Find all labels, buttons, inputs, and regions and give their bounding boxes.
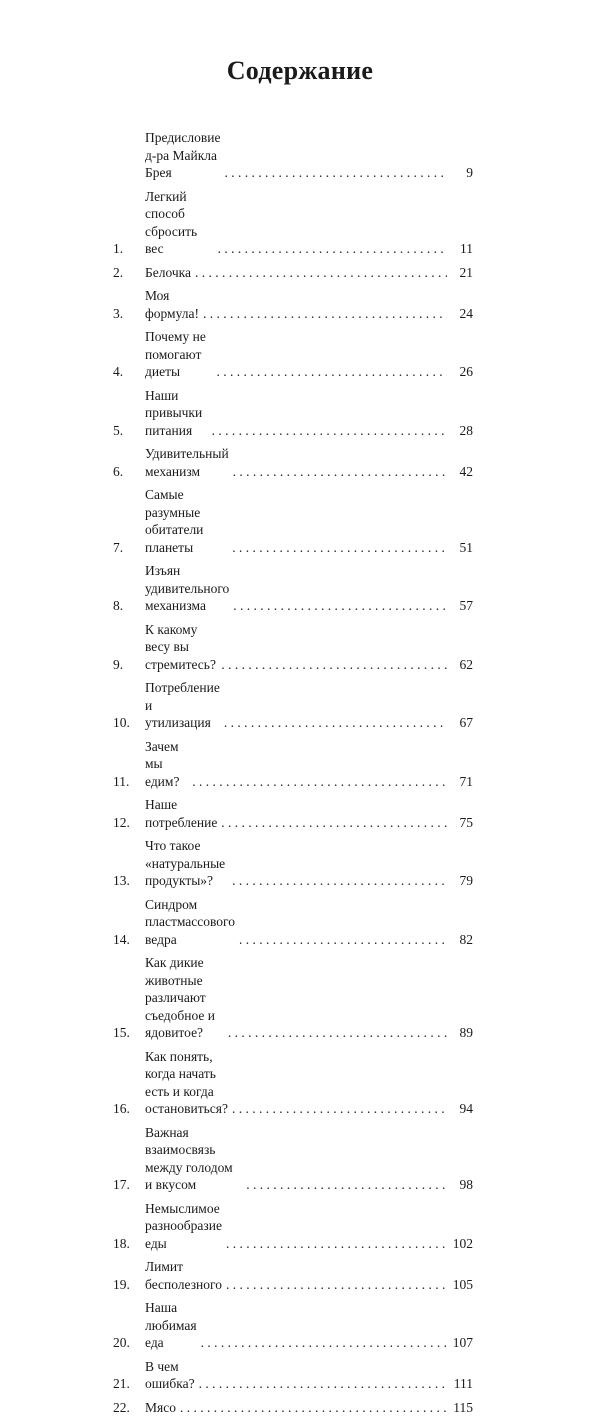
chapter-number: 8.	[113, 598, 124, 613]
chapter-number: 2.	[113, 264, 124, 280]
toc-entry-body	[145, 1299, 473, 1352]
toc-entry	[113, 328, 473, 381]
toc-entry-body	[145, 264, 473, 282]
toc-entry	[113, 621, 473, 674]
chapter-title: Моя формула!	[145, 288, 199, 321]
toc-entry-body	[145, 896, 473, 949]
toc-entry	[113, 486, 473, 556]
toc-entry	[113, 188, 473, 258]
dot-leader	[201, 1334, 447, 1352]
dot-leader	[212, 422, 447, 440]
toc-entry-body	[145, 679, 473, 732]
dot-leader	[224, 714, 447, 732]
page-number: 79	[459, 873, 473, 888]
page-number: 67	[459, 715, 473, 730]
chapter-number: 1.	[113, 241, 124, 256]
page-number: 26	[459, 364, 473, 379]
toc-entry-body	[145, 1399, 473, 1417]
page-number: 21	[459, 264, 473, 280]
toc-entry	[113, 1258, 473, 1293]
toc-entry-body	[145, 954, 473, 1042]
toc-entry-body	[145, 188, 473, 258]
toc-entry	[113, 954, 473, 1042]
toc-entry	[113, 387, 473, 440]
toc-entry-body	[145, 129, 473, 182]
page-number: 28	[459, 422, 473, 438]
toc-entry-body	[145, 445, 473, 480]
chapter-title: Изъян удивительного механизма	[145, 563, 230, 613]
dot-leader	[192, 773, 447, 791]
dot-leader	[203, 305, 447, 323]
toc-entry	[113, 129, 473, 182]
page-number: 71	[459, 773, 473, 789]
page-number: 9	[466, 165, 473, 180]
chapter-number: 19.	[113, 1276, 130, 1292]
chapter-number: 12.	[113, 814, 130, 830]
page-number: 11	[460, 241, 473, 256]
dot-leader	[226, 1276, 447, 1294]
chapter-number: 17.	[113, 1177, 130, 1192]
toc-entry-body	[145, 287, 473, 322]
toc-entry-body	[145, 387, 473, 440]
page-number: 89	[459, 1025, 473, 1040]
chapter-title: Мясо	[145, 1399, 176, 1415]
dot-leader	[233, 597, 447, 615]
page-number: 75	[459, 814, 473, 830]
chapter-number: 3.	[113, 305, 124, 321]
chapter-number: 6.	[113, 463, 124, 479]
chapter-title: Самые разумные обитатели планеты	[145, 487, 204, 555]
page-number: 24	[459, 305, 473, 321]
chapter-number: 14.	[113, 931, 130, 947]
chapter-number: 7.	[113, 539, 124, 555]
dot-leader	[246, 1176, 447, 1194]
chapter-title: Немыслимое разнообразие еды	[145, 1200, 222, 1251]
dot-leader	[221, 814, 447, 832]
chapter-number: 9.	[113, 656, 124, 672]
toc-entry	[113, 1048, 473, 1118]
page-number: 82	[459, 931, 473, 947]
toc-entry-body	[145, 796, 473, 831]
page-number: 105	[452, 1276, 473, 1292]
toc-entry	[113, 837, 473, 890]
toc-entry-body	[145, 1258, 473, 1293]
dot-leader	[199, 1375, 447, 1393]
dot-leader	[232, 1100, 447, 1118]
chapter-number: 5.	[113, 422, 124, 438]
chapter-number: 18.	[113, 1235, 130, 1251]
page-number: 94	[459, 1101, 473, 1116]
toc-entry	[113, 264, 473, 282]
toc-entry	[113, 287, 473, 322]
toc-entry	[113, 1200, 473, 1253]
toc-entry	[113, 1124, 473, 1194]
page-number: 57	[459, 598, 473, 613]
toc-entry-body	[145, 738, 473, 791]
chapter-title: Как дикие животные различают съедобное и ядовитое?	[145, 955, 216, 1040]
toc-entry	[113, 896, 473, 949]
toc-entry	[113, 679, 473, 732]
chapter-number: 13.	[113, 873, 130, 888]
toc-entry	[113, 1358, 473, 1393]
toc-entry	[113, 562, 473, 615]
toc-entry	[113, 738, 473, 791]
chapter-title: Предисловие д-ра Майкла Брея	[145, 130, 221, 180]
dot-leader	[218, 240, 447, 258]
chapter-number: 11.	[113, 773, 130, 789]
chapter-title: Легкий способ сбросить вес	[145, 188, 198, 256]
chapter-title: Лимит бесполезного	[145, 1259, 222, 1292]
dot-leader	[221, 656, 447, 674]
table-of-contents	[113, 129, 473, 1422]
page-number: 98	[459, 1177, 473, 1192]
dot-leader	[232, 539, 447, 557]
page-title: Содержание	[226, 56, 374, 85]
dot-leader	[195, 264, 447, 282]
chapter-title: В чем ошибка?	[145, 1358, 195, 1391]
chapter-number: 22.	[113, 1399, 130, 1415]
page-number: 42	[459, 463, 473, 479]
chapter-number: 4.	[113, 364, 124, 379]
chapter-number: 21.	[113, 1376, 130, 1391]
chapter-number: 20.	[113, 1335, 130, 1350]
page-number: 62	[459, 656, 473, 672]
dot-leader	[226, 1235, 447, 1253]
dot-leader	[224, 164, 447, 182]
chapter-title: Наше потребление	[145, 797, 218, 830]
dot-leader	[233, 463, 447, 481]
toc-entry	[113, 1299, 473, 1352]
dot-leader	[239, 931, 447, 949]
toc-entry	[113, 1399, 473, 1417]
toc-entry	[113, 445, 473, 480]
toc-entry-body	[145, 621, 473, 674]
toc-entry-body	[145, 328, 473, 381]
page-number: 107	[452, 1335, 473, 1350]
toc-entry-body	[145, 1358, 473, 1393]
toc-entry-body	[145, 486, 473, 556]
chapter-title: Зачем мы едим?	[145, 738, 180, 789]
chapter-title: Белочка	[145, 264, 192, 280]
chapter-number: 16.	[113, 1101, 130, 1116]
chapter-title: Что такое «натуральные продукты»?	[145, 838, 226, 888]
chapter-number: 10.	[113, 715, 130, 730]
chapter-title: Потребление и утилизация	[145, 680, 220, 730]
toc-entry-body	[145, 837, 473, 890]
chapter-title: Важная взаимосвязь между голодом и вкусом	[145, 1124, 233, 1192]
page-number: 51	[459, 539, 473, 555]
toc-entry-body	[145, 1200, 473, 1253]
dot-leader	[216, 363, 447, 381]
chapter-title: Удивительный механизм	[145, 446, 229, 479]
chapter-title: Почему не помогают диеты	[145, 329, 206, 379]
chapter-title: Наша любимая еда	[145, 1300, 197, 1350]
dot-leader	[232, 872, 447, 890]
chapter-title: Наши привычки питания	[145, 387, 203, 438]
chapter-title: Как понять, когда начать есть и когда остановиться?	[145, 1048, 228, 1116]
page-number: 115	[453, 1399, 473, 1415]
toc-entry-body	[145, 1124, 473, 1194]
chapter-title: К какому весу вы стремитесь?	[145, 621, 216, 672]
chapter-title: Синдром пластмассового ведра	[145, 896, 236, 947]
toc-entry-body	[145, 1048, 473, 1118]
toc-entry	[113, 796, 473, 831]
page-number: 102	[452, 1235, 473, 1251]
toc-entry-body	[145, 562, 473, 615]
dot-leader	[180, 1399, 447, 1417]
chapter-number: 15.	[113, 1025, 130, 1040]
page-number: 111	[453, 1376, 473, 1391]
dot-leader	[228, 1024, 447, 1042]
